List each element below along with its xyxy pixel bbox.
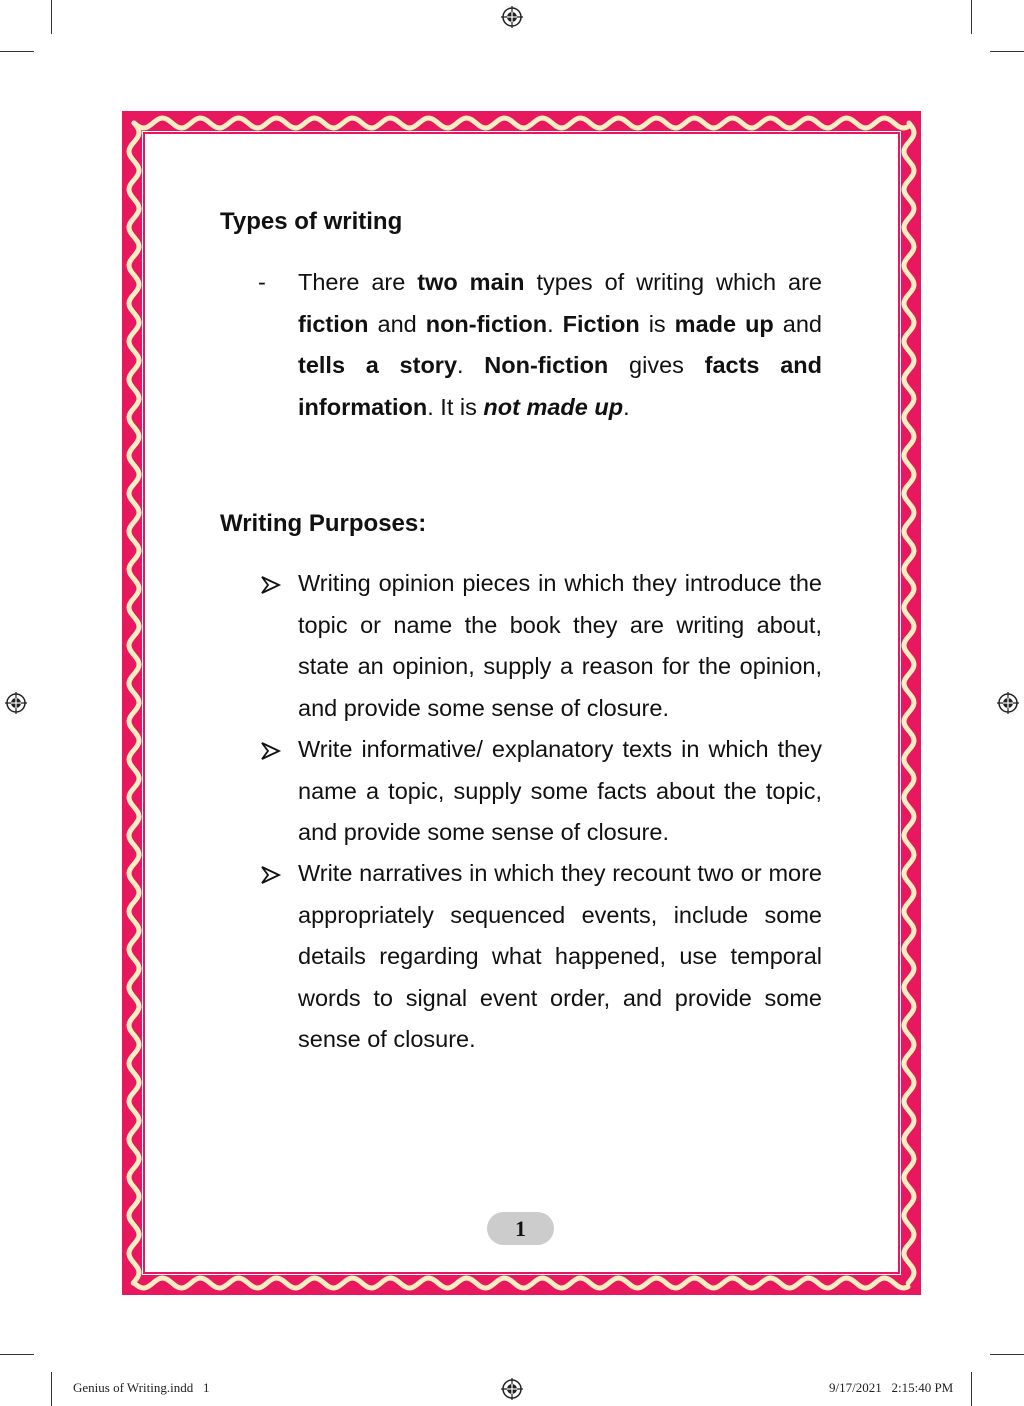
wave-line [904, 123, 914, 1283]
paragraph-run: fiction [298, 310, 369, 337]
paragraph-run: is [639, 310, 675, 337]
arrow-bullet-icon [260, 864, 282, 886]
registration-mark-icon [5, 692, 27, 714]
paragraph-run: non-fiction [425, 310, 548, 337]
crop-mark [990, 1354, 1024, 1355]
paragraph-run: Non-fiction [484, 352, 609, 378]
paragraph-run: Fiction [562, 310, 640, 337]
paragraph-run: . [547, 310, 563, 337]
crop-mark [971, 0, 972, 34]
arrow-bullet-icon [260, 740, 282, 762]
purpose-item-opinion: Writing opinion pieces in which they introduce the topic or name the book they are writing about, state an opinion, supply a reason for the opinion, and provide some sense of closure. [298, 570, 822, 721]
purpose-item-informative: Write informative/ explanatory texts in which they name a topic, supply some facts about the topic, and provide some sense of closure. [298, 736, 822, 845]
paragraph-run: types of writing which are [524, 269, 822, 295]
registration-mark-icon [501, 1378, 523, 1400]
paragraph-run: . It is [427, 393, 484, 420]
types-of-writing-paragraph [298, 262, 822, 428]
crop-mark [0, 1354, 34, 1355]
crop-mark [990, 51, 1024, 52]
wave-line [134, 1278, 908, 1288]
list-dash: - [258, 269, 266, 295]
footer-timestamp: 9/17/2021 2:15:40 PM [829, 1380, 954, 1395]
section-heading-writing-purposes: Writing Purposes: [220, 510, 427, 537]
paragraph-run: There are [298, 269, 418, 295]
footer-file-name: Genius of Writing.indd 1 [73, 1380, 210, 1395]
crop-mark [971, 1372, 972, 1406]
purpose-item-narratives: Write narratives in which they recount two or more appropriately sequenced events, include some details regarding what happened, use temporal words to signal event order, and provide some sense of closure. [298, 860, 822, 1052]
paragraph-run: not made up [483, 393, 624, 420]
registration-mark-icon [997, 692, 1019, 714]
paragraph-run: . [457, 352, 485, 378]
wave-line [129, 123, 139, 1283]
arrow-bullet-icon [260, 574, 282, 596]
crop-mark [51, 0, 52, 34]
paragraph-run: facts and information [298, 352, 822, 420]
paragraph-run: and [368, 310, 426, 337]
registration-mark-icon [501, 6, 523, 28]
paragraph-run: made up [674, 310, 774, 337]
paragraph-run: tells a story [298, 352, 458, 378]
paragraph-run: gives [608, 352, 705, 378]
page-number-badge: 1 [487, 1212, 554, 1245]
paragraph-run: . [623, 393, 630, 420]
crop-mark [0, 51, 34, 52]
section-heading-types-of-writing: Types of writing [220, 208, 403, 235]
paragraph-run: two main [417, 269, 525, 295]
crop-mark [51, 1372, 52, 1406]
paragraph-run: and [773, 310, 822, 337]
wave-line [134, 118, 908, 128]
